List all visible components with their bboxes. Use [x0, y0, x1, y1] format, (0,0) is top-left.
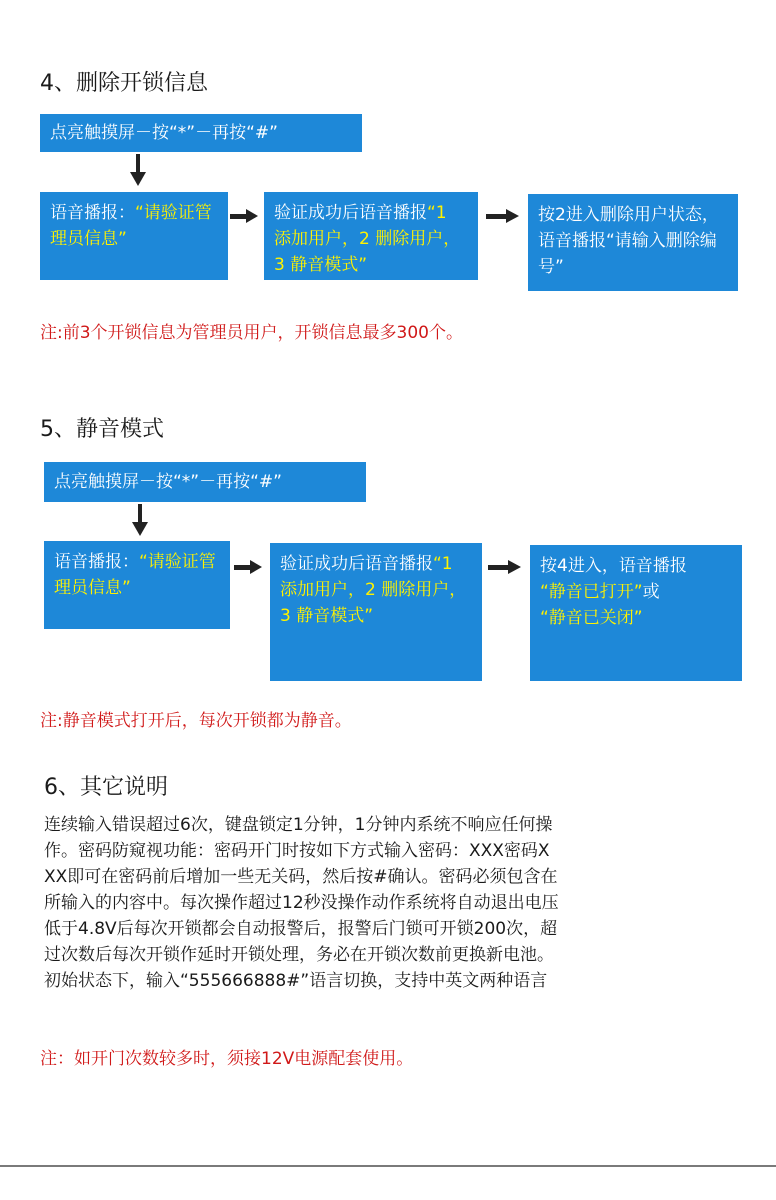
step2-label: 验证成功后语音播报: [274, 203, 427, 223]
right-arrow-icon: [488, 558, 524, 576]
section4-step2-box: [264, 192, 478, 280]
section4-title: 4、删除开锁信息: [40, 71, 208, 96]
down-arrow-icon: [128, 154, 148, 188]
step3-highlight-closed: “静音已关闭”: [540, 608, 643, 628]
step3-or: 或: [642, 582, 660, 602]
section5-step2-box: [270, 543, 482, 681]
section5-step1-box: [44, 541, 230, 629]
section5-step3-box: [530, 545, 742, 681]
section5-note: 注:静音模式打开后，每次开锁都为静音。: [40, 711, 352, 731]
section4-trigger-box: 点亮触摸屏－按“*”－再按“#”: [40, 114, 362, 152]
step1-highlight: “请验证管理员信息”: [50, 203, 212, 249]
step3-highlight-open: “静音已打开”: [540, 582, 643, 602]
step1-label: 语音播报：: [50, 203, 135, 223]
section4-step3-box: 按2进入删除用户状态，语音播报“请输入删除编号”: [528, 194, 738, 291]
section6-paragraph: 连续输入错误超过6次，键盘锁定1分钟，1分钟内系统不响应任何操 作。密码防窥视功能：密码开门时按如下方式输入密码：XXX密码X XX即可在密码前后增加一些无关码，然后按#确认。密码必须包含在 所输入的内容中。每次操作超过12秒没操作动作系统将自动退出电压 低于4.8V后每次开锁都会自动报警后，报警后门锁可开锁200次，超 过次数后每次开锁作延时开锁处理，务必在开锁次数前更换新电池。 初始状态下，输入“555666888#”语言切换，支持中英文两种语言: [44, 815, 559, 991]
step1-label: 语音播报：: [54, 552, 139, 572]
bottom-divider: [0, 1165, 776, 1167]
right-arrow-icon: [486, 207, 522, 225]
section4-step1-box: [40, 192, 228, 280]
step1-highlight: “请验证管理员信息”: [54, 552, 216, 598]
down-arrow-icon: [130, 504, 150, 538]
right-arrow-icon: [230, 207, 260, 225]
right-arrow-icon: [234, 558, 264, 576]
step2-label: 验证成功后语音播报: [280, 554, 433, 574]
section6-title: 6、其它说明: [44, 775, 168, 800]
step2-highlight: “1 添加用户，2 删除用户，3 静音模式”: [274, 203, 461, 275]
section5-trigger-box: 点亮触摸屏－按“*”－再按“#”: [44, 462, 366, 502]
step2-highlight: “1 添加用户，2 删除用户，3 静音模式”: [280, 554, 467, 626]
section5-title: 5、静音模式: [40, 417, 164, 442]
section6-note: 注：如开门次数较多时，须接12V电源配套使用。: [40, 1049, 414, 1069]
section4-note: 注:前3个开锁信息为管理员用户，开锁信息最多300个。: [40, 323, 463, 343]
step3-label: 按4进入，语音播报: [540, 556, 687, 576]
